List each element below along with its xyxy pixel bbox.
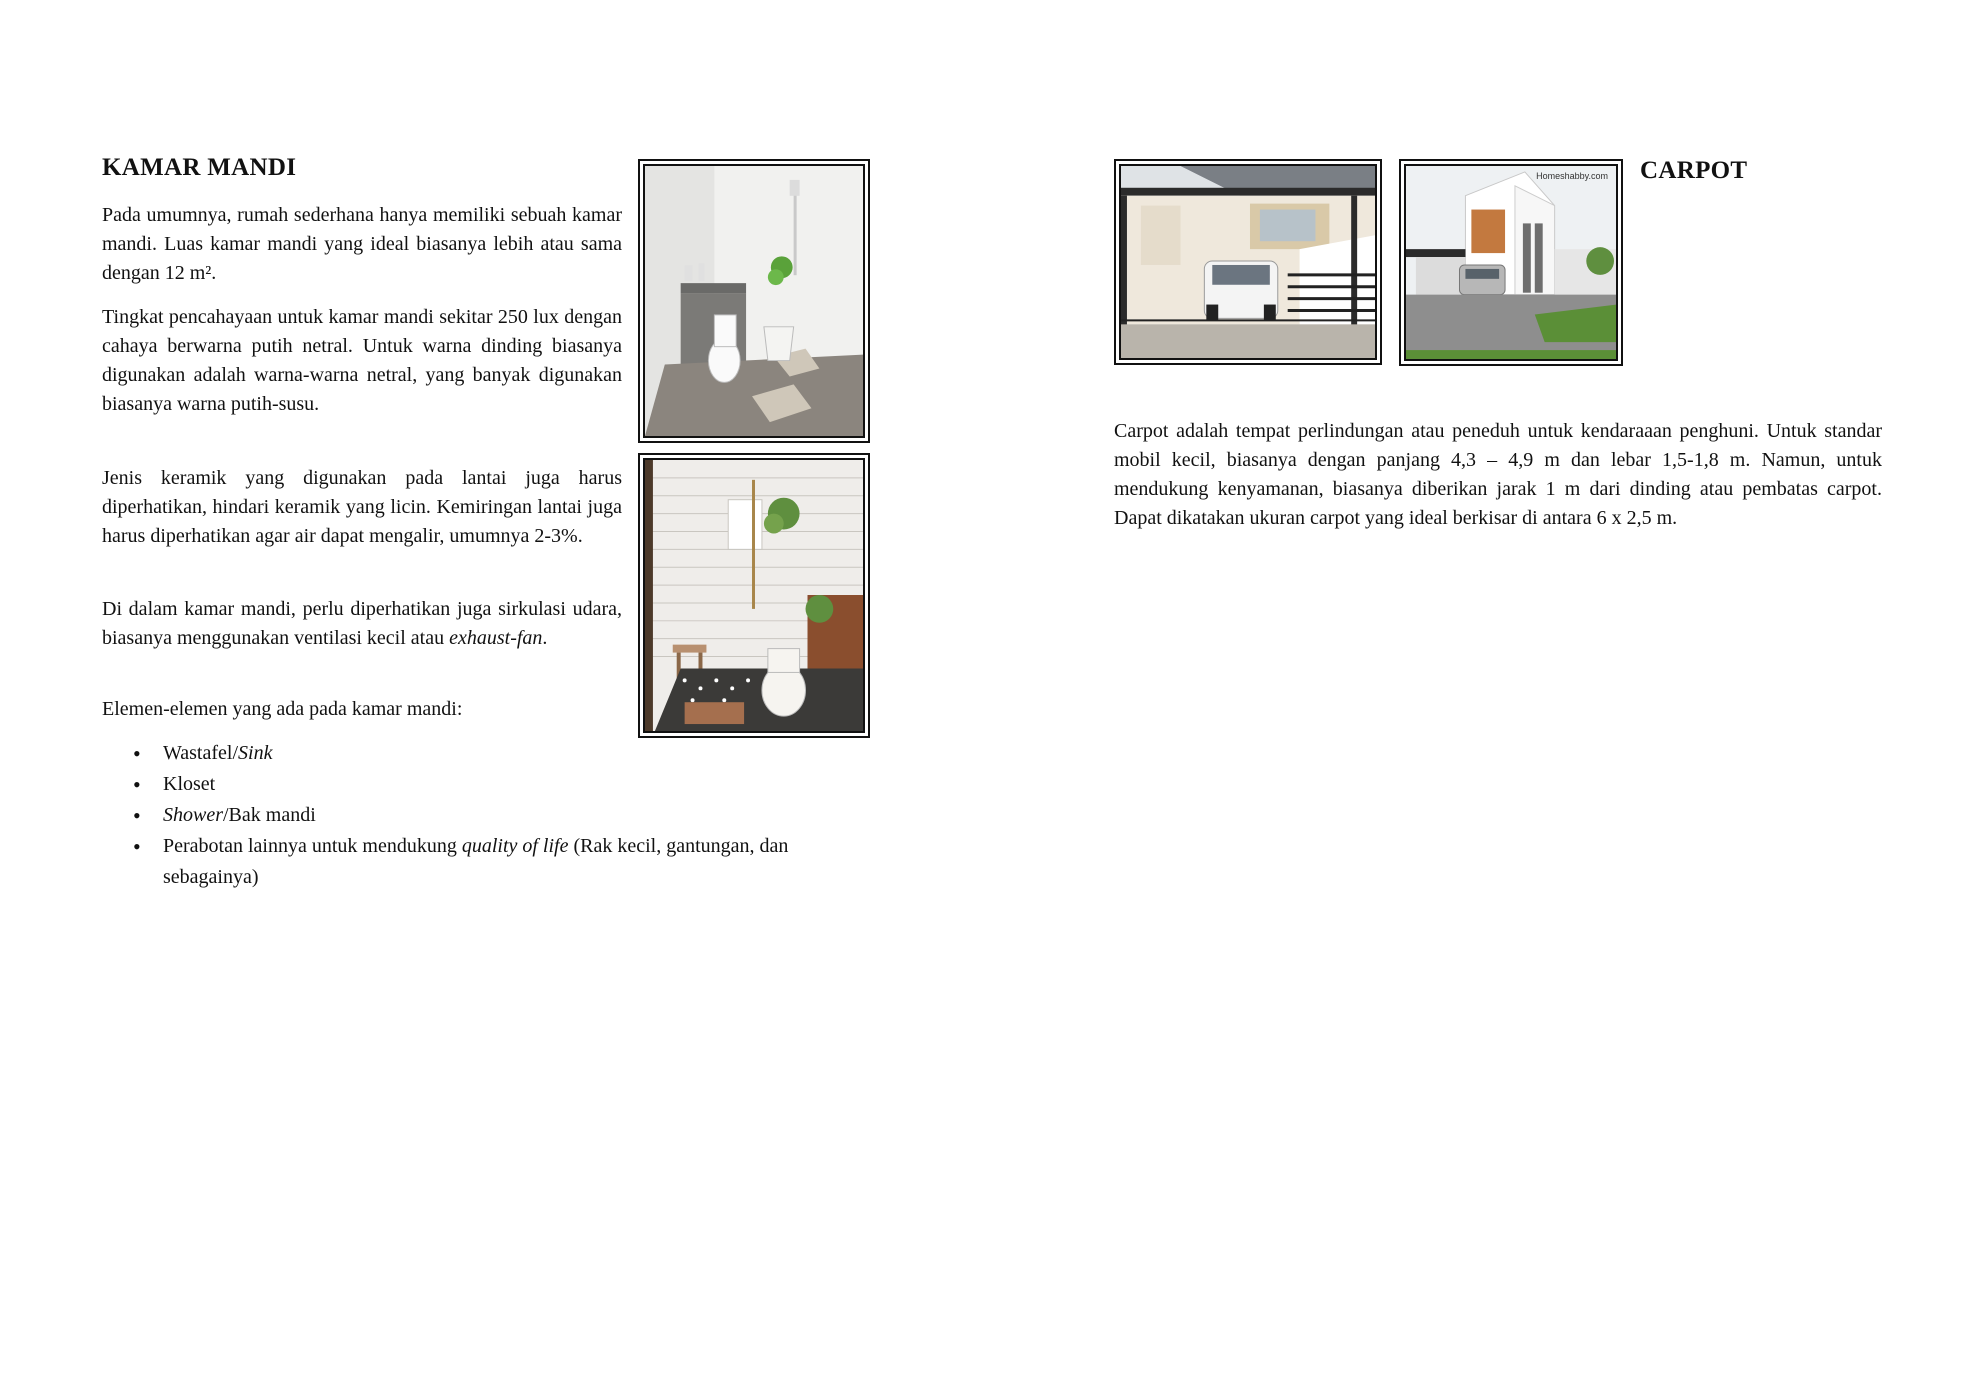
carpot-photo-2-watermark: Homeshabby.com <box>1536 171 1608 181</box>
carpot-heading: CARPOT <box>1640 157 1748 184</box>
list-item <box>102 769 872 800</box>
carpot-paragraph: Carpot adalah tempat perlindungan atau peneduh untuk kendaraaan penghuni. Untuk standar mobil kecil, biasanya dengan panjang 4,3 – 4,9 m dan lebar 1,5-1,8 m. Namun, untuk mendukung kenyamanan, biasanya diberikan jarak 1 m dari dinding atau pembatas carpot. Dapat dikatakan ukuran carpot yang ideal berkisar di antara 6 x 2,5 m. <box>1114 420 1882 529</box>
list-item-text: Kloset <box>163 773 216 795</box>
para4-end: . <box>542 627 548 649</box>
list-item-text: Wastafel/ <box>163 742 239 764</box>
kamar-mandi-elements-list <box>102 738 872 893</box>
carpot-photo-2-image <box>1406 166 1616 359</box>
list-item-italic: Sink <box>238 742 273 764</box>
bathroom-photo-1-image <box>645 166 863 436</box>
carpot-photo-2 <box>1399 159 1623 366</box>
list-item-italic: Shower <box>163 804 223 826</box>
right-page <box>984 0 1968 1392</box>
kamar-mandi-paragraph-5: Elemen-elemen yang ada pada kamar mandi: <box>102 698 463 720</box>
carpot-photo-1-image <box>1121 166 1375 358</box>
list-item-text: /Bak mandi <box>223 804 316 826</box>
list-item-end: (Rak kecil, gantungan, dan sebagainya) <box>163 835 789 888</box>
list-item-italic: quality of life <box>461 835 569 857</box>
kamar-mandi-paragraph-3: Jenis keramik yang digunakan pada lantai juga harus diperhatikan, hindari keramik yang licin. Kemiringan lantai juga harus diperhatikan agar air dapat mengalir, umumnya 2-3%. <box>102 467 622 547</box>
kamar-mandi-paragraph-1: Pada umumnya, rumah sederhana hanya memiliki sebuah kamar mandi. Luas kamar mandi yang ideal biasanya lebih atau sama dengan 12 m². <box>102 204 622 284</box>
para4-italic: exhaust-fan <box>449 627 543 649</box>
list-item <box>102 738 872 769</box>
bathroom-photo-2 <box>638 453 870 738</box>
list-item <box>102 800 872 831</box>
kamar-mandi-paragraph-2: Tingkat pencahayaan untuk kamar mandi sekitar 250 lux dengan cahaya berwarna putih netral. Untuk warna dinding biasanya digunakan adalah warna-warna netral, yang banyak digunakan biasanya warna putih-susu. <box>102 306 622 415</box>
list-item-text: Perabotan lainnya untuk mendukung <box>163 835 462 857</box>
kamar-mandi-paragraph-4 <box>102 595 622 653</box>
kamar-mandi-heading: KAMAR MANDI <box>102 154 297 181</box>
para4-text: Di dalam kamar mandi, perlu diperhatikan juga sirkulasi udara, biasanya menggunakan ventilasi kecil atau <box>102 598 622 649</box>
bathroom-photo-1 <box>638 159 870 443</box>
carpot-photo-1 <box>1114 159 1382 365</box>
list-item <box>102 831 872 893</box>
bathroom-photo-2-image <box>645 460 863 731</box>
